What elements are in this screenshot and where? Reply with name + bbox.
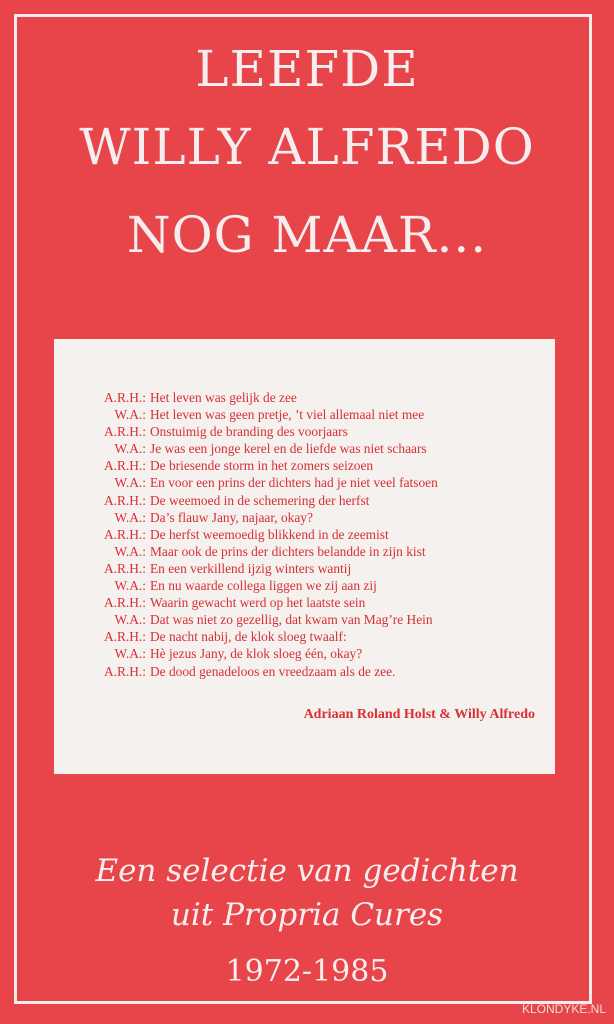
poem-line [76, 543, 546, 560]
subtitle-line-2: uit Propria Cures [170, 897, 444, 933]
poem-text: Hè jezus Jany, de klok sloeg één, okay? [150, 646, 363, 662]
poem-text: En een verkillend ijzig winters wantij [150, 560, 352, 576]
poem-line [76, 663, 546, 680]
title-line-1: LEEFDE [195, 40, 419, 98]
poem-speaker: A.R.H.: [103, 492, 146, 508]
poem-text: Je was een jonge kerel en de liefde was niet schaars [150, 441, 427, 457]
title-line-3: NOG MAAR... [126, 206, 488, 264]
poem-speaker: W.A.: [114, 578, 146, 594]
poem-line [76, 492, 546, 509]
poem-line [76, 406, 546, 423]
poem [76, 389, 546, 680]
title-line-2: WILLY ALFREDO [79, 118, 535, 176]
poem-speaker: W.A.: [114, 612, 146, 628]
poem-text: Waarin gewacht werd op het laatste sein [150, 595, 366, 611]
poem-text: De weemoed in de schemering der herfst [150, 492, 370, 508]
poem-speaker: W.A.: [114, 646, 146, 662]
poem-text: Het leven was gelijk de zee [150, 390, 297, 405]
poem-line [76, 560, 546, 577]
poem-speaker: W.A.: [114, 509, 146, 525]
poem-line [76, 526, 546, 543]
poem-text: Maar ook de prins der dichters belandde in zijn kist [150, 543, 426, 559]
poem-speaker: W.A.: [114, 475, 146, 491]
poem-line [76, 389, 546, 406]
poem-line [76, 457, 546, 474]
poem-text: Da’s flauw Jany, najaar, okay? [150, 509, 313, 525]
poem-line [76, 611, 546, 628]
poem-text: De nacht nabij, de klok sloeg twaalf: [150, 629, 347, 645]
watermark: KLONDYKE.NL [521, 1002, 606, 1016]
poem-speaker: W.A.: [114, 543, 146, 559]
poem-credit: Adriaan Roland Holst & Willy Alfredo [303, 707, 535, 722]
poem-text: De dood genadeloos en vreedzaam als de zee. [150, 663, 396, 679]
poem-text: Het leven was geen pretje, ’t viel allemaal niet mee [150, 407, 425, 423]
poem-speaker: A.R.H.: [103, 390, 146, 405]
subtitle-line-1: Een selectie van gedichten [95, 853, 519, 889]
poem-line [76, 645, 546, 662]
poem-line [76, 628, 546, 645]
poem-text: De herfst weemoedig blikkend in de zeemist [150, 526, 389, 542]
poem-line [76, 594, 546, 611]
poem-panel [54, 339, 555, 774]
poem-speaker: W.A.: [114, 441, 146, 457]
poem-line [76, 440, 546, 457]
poem-line [76, 577, 546, 594]
poem-text: Dat was niet zo gezellig, dat kwam van Mag’re Hein [150, 612, 433, 628]
poem-speaker: W.A.: [114, 407, 146, 423]
years: 1972-1985 [225, 954, 389, 989]
poem-text: En nu waarde collega liggen we zij aan zij [150, 578, 377, 594]
poem-text: De briesende storm in het zomers seizoen [150, 458, 374, 474]
poem-speaker: A.R.H.: [103, 595, 146, 611]
poem-speaker: A.R.H.: [103, 526, 146, 542]
poem-speaker: A.R.H.: [103, 560, 146, 576]
poem-line [76, 423, 546, 440]
poem-speaker: A.R.H.: [103, 663, 146, 679]
poem-speaker: A.R.H.: [103, 424, 146, 440]
poem-speaker: A.R.H.: [103, 458, 146, 474]
poem-line [76, 474, 546, 491]
poem-text: En voor een prins der dichters had je niet veel fatsoen [150, 475, 438, 491]
poem-line [76, 509, 546, 526]
poem-speaker: A.R.H.: [103, 629, 146, 645]
poem-text: Onstuimig de branding des voorjaars [150, 424, 348, 440]
